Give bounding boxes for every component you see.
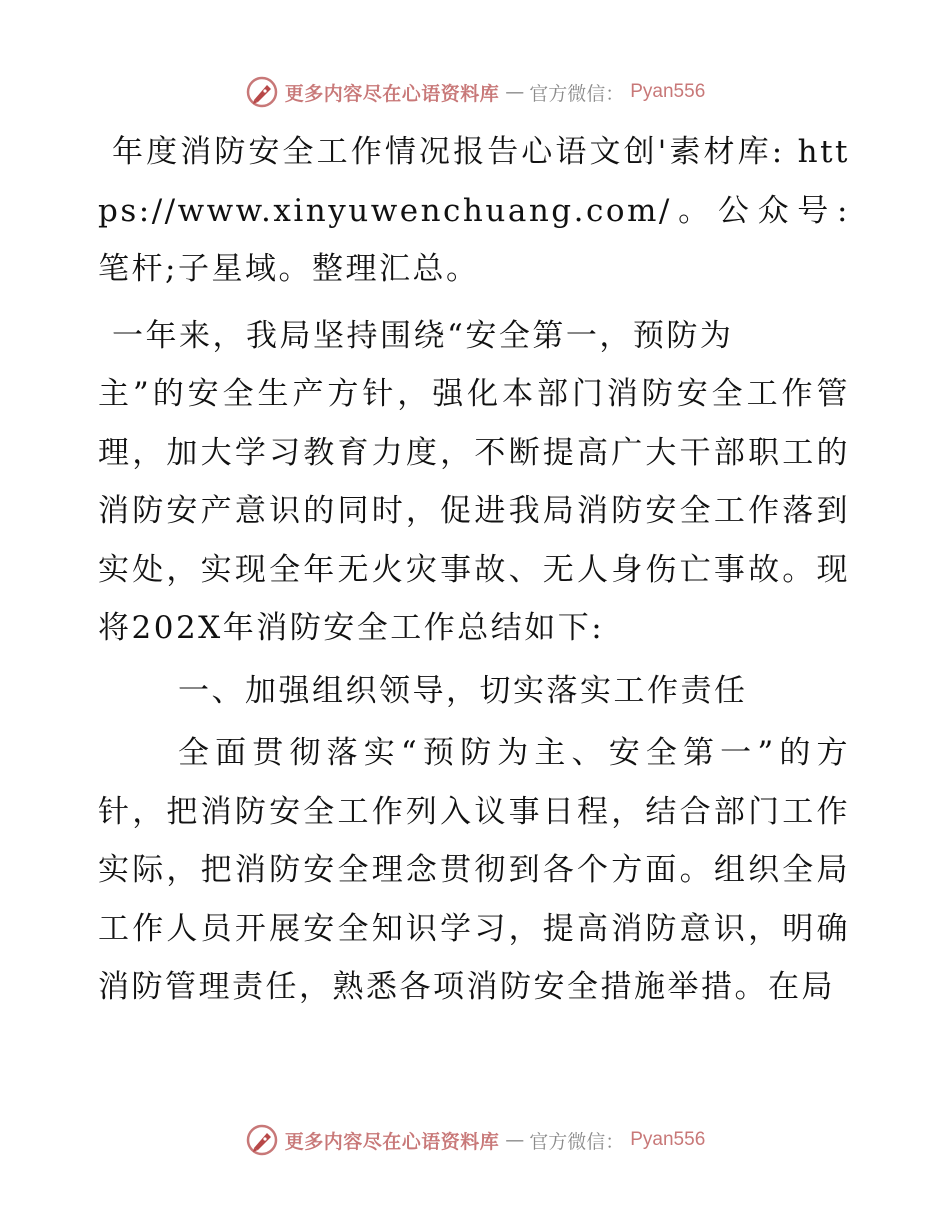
intro-paragraph: 年度消防安全工作情况报告心语文创'素材库: https://www.xinyuwenchuang.com/。公众号: 笔杆;子星域。整理汇总。 (98, 134, 850, 287)
watermark-contact-label: 官方微信： (529, 1130, 625, 1153)
section-heading-1: 一、加强组织领导，切实落实工作责任 (178, 672, 748, 709)
first-paragraph-rest: 主”的安全生产方针，强化本部门消防安全工作管理，加大学习教育力度，不断提高广大干部职工的消防安产意识的同时，促进我局消防安全工作落到实处，实现全年无火灾事故、无人身伤亡事故。现将202X年消防安全工作总结如下: (98, 376, 850, 646)
first-paragraph (98, 307, 850, 658)
section-paragraph-1: 全面贯彻落实“预防为主、安全第一”的方针，把消防安全工作列入议事日程，结合部门工作实际，把消防安全理念贯彻到各个方面。组织全局工作人员开展安全知识学习，提高消防意识，明确消防管理责任，熟悉各项消防安全措施举措。在局 (98, 735, 850, 1005)
document-body (98, 123, 850, 1017)
watermark-banner-bottom (0, 1118, 950, 1162)
watermark-banner-top (0, 70, 950, 114)
watermark-contact-id: Pyan556 (630, 81, 706, 102)
watermark-contact-label: 官方微信： (529, 82, 625, 105)
watermark-text: 更多内容尽在心语资料库 (284, 82, 500, 105)
watermark-dash: — (505, 81, 524, 103)
first-paragraph-line1: 一年来，我局坚持围绕“安全第一，预防为 (112, 317, 734, 354)
watermark-text: 更多内容尽在心语资料库 (284, 1130, 500, 1153)
watermark-contact-id: Pyan556 (630, 1129, 706, 1150)
pen-nib-circle-icon (245, 1123, 279, 1157)
pen-nib-circle-icon (245, 75, 279, 109)
watermark-dash: — (505, 1129, 524, 1151)
